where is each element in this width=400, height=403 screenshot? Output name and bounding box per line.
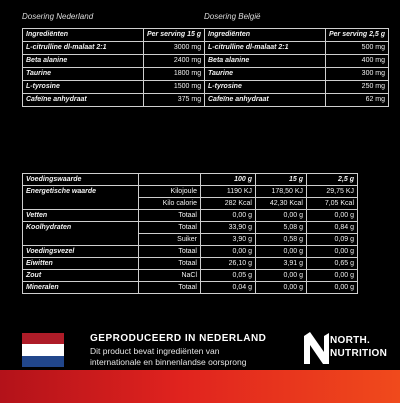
footer-line-2: internationale en binnenlandse oorsprong xyxy=(90,357,247,367)
table-row xyxy=(205,81,389,94)
column-header: Per serving 2,5 g xyxy=(326,29,389,42)
ingredient-name: Cafeïne anhydraat xyxy=(23,94,144,107)
table-row xyxy=(205,55,389,68)
ingredient-value: 1500 mg xyxy=(144,81,205,94)
nutrient-unit: Totaal xyxy=(139,222,201,234)
column-header: 15 g xyxy=(256,174,307,186)
table-row xyxy=(205,42,389,55)
column-header xyxy=(139,174,201,186)
table-row xyxy=(205,68,389,81)
nutrient-unit: Totaal xyxy=(139,282,201,294)
nutrient-unit: Suiker xyxy=(139,234,201,246)
value-2-5g: 0,00 g xyxy=(307,246,358,258)
value-2-5g: 0,00 g xyxy=(307,270,358,282)
value-15g: 178,50 KJ xyxy=(256,186,307,198)
value-15g: 0,00 g xyxy=(256,282,307,294)
nutrient-unit: Kilojoule xyxy=(139,186,201,198)
flag-stripe-blue xyxy=(22,356,64,367)
value-100g: 0,00 g xyxy=(201,246,256,258)
value-100g: 1190 KJ xyxy=(201,186,256,198)
dosering-nl-table xyxy=(22,28,205,107)
dosering-nl-title: Dosering Nederland xyxy=(22,12,94,21)
table-row xyxy=(23,210,358,222)
nutrient-unit: Totaal xyxy=(139,258,201,270)
column-header: Per serving 15 g xyxy=(144,29,205,42)
table-row xyxy=(23,55,205,68)
value-2-5g: 7,05 Kcal xyxy=(307,198,358,210)
footer-title: GEPRODUCEERD IN NEDERLAND xyxy=(90,333,267,344)
ingredient-value: 500 mg xyxy=(326,42,389,55)
value-100g: 0,04 g xyxy=(201,282,256,294)
ingredient-name: L-tyrosine xyxy=(205,81,326,94)
table-row xyxy=(23,270,358,282)
nutrient-unit: Kilo calorie xyxy=(139,198,201,210)
nutrient-name: Energetische waarde xyxy=(23,186,139,198)
ingredient-name: L-citrulline dl-malaat 2:1 xyxy=(23,42,144,55)
value-100g: 0,00 g xyxy=(201,210,256,222)
nutrition-table xyxy=(22,173,358,294)
value-15g: 0,00 g xyxy=(256,246,307,258)
value-100g: 33,90 g xyxy=(201,222,256,234)
ingredient-value: 62 mg xyxy=(326,94,389,107)
flag-stripe-red xyxy=(22,333,64,344)
ingredient-value: 400 mg xyxy=(326,55,389,68)
nutrient-name: Mineralen xyxy=(23,282,139,294)
table-row xyxy=(23,198,358,210)
table-row xyxy=(23,222,358,234)
ingredient-name: Cafeïne anhydraat xyxy=(205,94,326,107)
ingredient-name: Beta alanine xyxy=(205,55,326,68)
value-100g: 0,05 g xyxy=(201,270,256,282)
table-row xyxy=(23,258,358,270)
table-row xyxy=(23,234,358,246)
nutrient-name: Koolhydraten xyxy=(23,222,139,234)
value-100g: 3,90 g xyxy=(201,234,256,246)
ingredient-name: L-citrulline dl-malaat 2:1 xyxy=(205,42,326,55)
value-2-5g: 0,65 g xyxy=(307,258,358,270)
value-15g: 42,30 Kcal xyxy=(256,198,307,210)
value-2-5g: 0,84 g xyxy=(307,222,358,234)
brand-name-line-1: NORTH. xyxy=(330,335,371,346)
nutrient-name: Voedingsvezel xyxy=(23,246,139,258)
ingredient-value: 1800 mg xyxy=(144,68,205,81)
ingredient-value: 3000 mg xyxy=(144,42,205,55)
column-header: 2,5 g xyxy=(307,174,358,186)
table-row xyxy=(205,94,389,107)
nutrient-name: Vetten xyxy=(23,210,139,222)
column-header: 100 g xyxy=(201,174,256,186)
table-row xyxy=(23,68,205,81)
ingredient-name: Beta alanine xyxy=(23,55,144,68)
nutrient-name xyxy=(23,198,139,210)
footer-origin-text xyxy=(90,346,300,368)
value-15g: 0,58 g xyxy=(256,234,307,246)
nutrient-name: Eiwitten xyxy=(23,258,139,270)
nutrient-name: Zout xyxy=(23,270,139,282)
dosering-be-table xyxy=(204,28,389,107)
ingredient-name: Taurine xyxy=(205,68,326,81)
table-row xyxy=(23,246,358,258)
footer-red-band xyxy=(0,370,400,403)
value-100g: 282 Kcal xyxy=(201,198,256,210)
value-100g: 26,10 g xyxy=(201,258,256,270)
column-header: Voedingswaarde xyxy=(23,174,139,186)
table-header-row xyxy=(205,29,389,42)
table-row xyxy=(23,186,358,198)
footer-line-1: Dit product bevat ingrediënten van xyxy=(90,346,220,356)
table-row xyxy=(23,42,205,55)
value-2-5g: 0,00 g xyxy=(307,282,358,294)
column-header: Ingrediënten xyxy=(23,29,144,42)
value-2-5g: 29,75 KJ xyxy=(307,186,358,198)
value-15g: 5,08 g xyxy=(256,222,307,234)
nutrient-unit: Totaal xyxy=(139,210,201,222)
nutrient-unit: Totaal xyxy=(139,246,201,258)
value-15g: 3,91 g xyxy=(256,258,307,270)
ingredient-value: 300 mg xyxy=(326,68,389,81)
ingredient-name: Taurine xyxy=(23,68,144,81)
column-header: Ingrediënten xyxy=(205,29,326,42)
value-15g: 0,00 g xyxy=(256,270,307,282)
ingredient-value: 2400 mg xyxy=(144,55,205,68)
dutch-flag-icon xyxy=(22,333,64,367)
brand-name-line-2: NUTRITION xyxy=(330,348,388,359)
table-row xyxy=(23,81,205,94)
value-2-5g: 0,00 g xyxy=(307,210,358,222)
table-header-row xyxy=(23,174,358,186)
value-15g: 0,00 g xyxy=(256,210,307,222)
ingredient-value: 375 mg xyxy=(144,94,205,107)
value-2-5g: 0,09 g xyxy=(307,234,358,246)
table-row xyxy=(23,282,358,294)
ingredient-value: 250 mg xyxy=(326,81,389,94)
table-row xyxy=(23,94,205,107)
nutrient-name xyxy=(23,234,139,246)
dosering-be-title: Dosering België xyxy=(204,12,261,21)
nutrient-unit: NaCl xyxy=(139,270,201,282)
table-header-row xyxy=(23,29,205,42)
flag-stripe-white xyxy=(22,344,64,355)
ingredient-name: L-tyrosine xyxy=(23,81,144,94)
